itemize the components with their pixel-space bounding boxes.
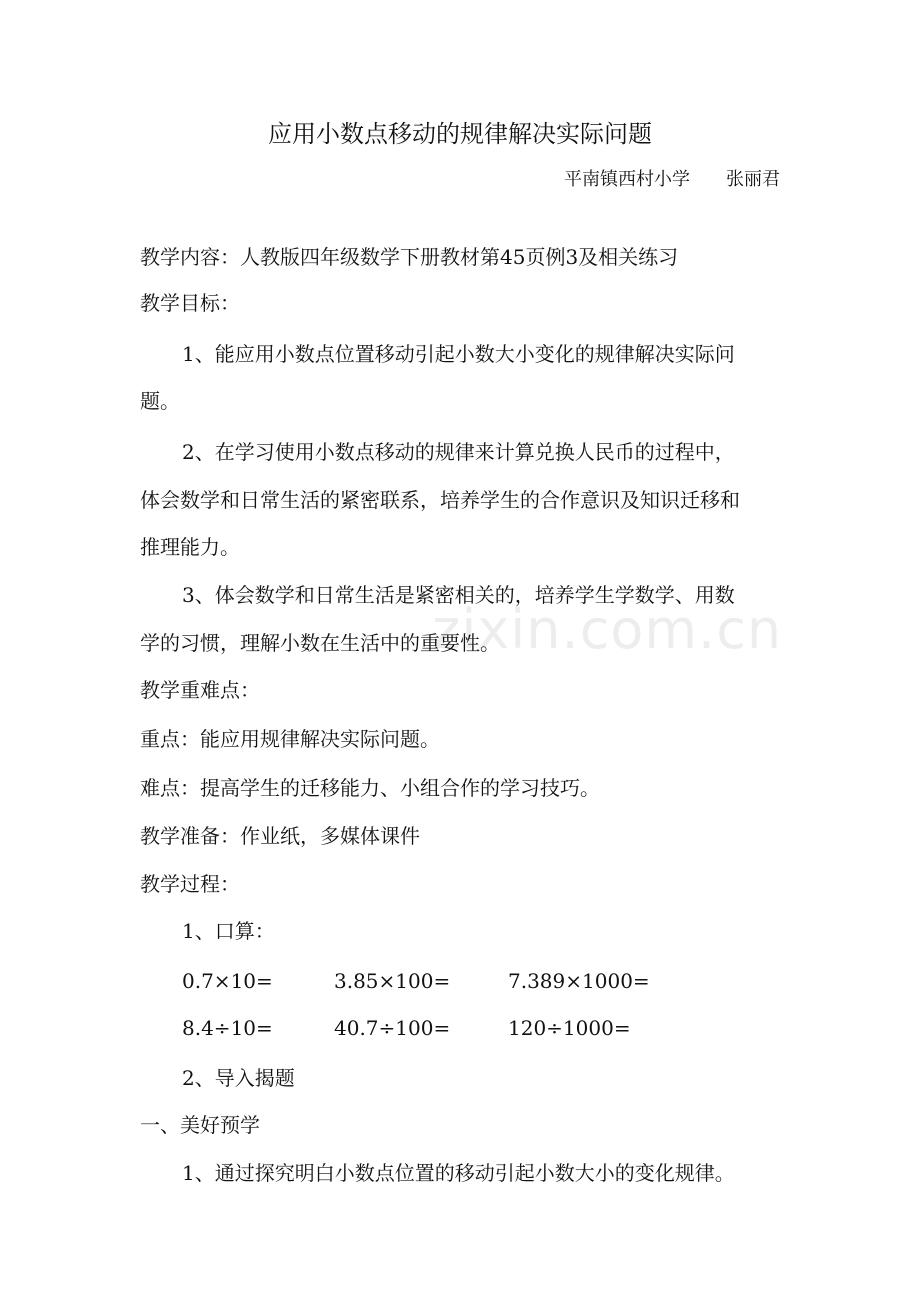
step-1-mental-math: 1、口算： xyxy=(182,919,275,943)
step-2-intro: 2、导入揭题 xyxy=(182,1066,295,1090)
calc-item: 120÷1000= xyxy=(508,1016,631,1040)
teaching-preparation: 教学准备：作业纸，多媒体课件 xyxy=(140,824,420,848)
goal-1-line-1: 1、能应用小数点位置移动引起小数大小变化的规律解决实际问 xyxy=(182,342,735,366)
author-school: 平南镇西村小学 xyxy=(564,169,690,190)
process-heading: 教学过程： xyxy=(140,872,240,896)
section-1-item-1: 1、通过探究明白小数点位置的移动引起小数大小的变化规律。 xyxy=(182,1161,735,1185)
section-1-heading: 一、美好预学 xyxy=(140,1113,260,1137)
goal-2-line-2: 体会数学和日常生活的紧密联系，培养学生的合作意识及知识迁移和 xyxy=(140,488,740,512)
difficulty-point: 难点：提高学生的迁移能力、小组合作的学习技巧。 xyxy=(140,776,600,800)
calc-item: 3.85×100= xyxy=(334,969,451,993)
document-title: 应用小数点移动的规律解决实际问题 xyxy=(268,120,652,148)
calc-item: 40.7÷100= xyxy=(334,1016,451,1040)
goal-2-line-1: 2、在学习使用小数点移动的规律来计算兑换人民币的过程中， xyxy=(182,440,735,464)
watermark: zixin.com.cn xyxy=(432,598,783,661)
goal-3-line-1: 3、体会数学和日常生活是紧密相关的，培养学生学数学、用数 xyxy=(182,583,735,607)
author-line xyxy=(564,166,780,194)
goal-2-line-3: 推理能力。 xyxy=(140,535,240,559)
keypoints-heading: 教学重难点： xyxy=(140,678,260,702)
goal-3-line-2: 学的习惯，理解小数在生活中的重要性。 xyxy=(140,631,500,655)
goal-1-line-2: 题。 xyxy=(140,389,180,413)
calc-item: 0.7×10= xyxy=(182,969,273,993)
calc-item: 7.389×1000= xyxy=(508,969,650,993)
author-name: 张丽君 xyxy=(726,169,780,190)
calc-item: 8.4÷10= xyxy=(182,1016,273,1040)
key-point: 重点：能应用规律解决实际问题。 xyxy=(140,727,440,751)
goals-heading: 教学目标： xyxy=(140,291,240,315)
teaching-content: 教学内容：人教版四年级数学下册教材第45页例3及相关练习 xyxy=(140,245,679,269)
